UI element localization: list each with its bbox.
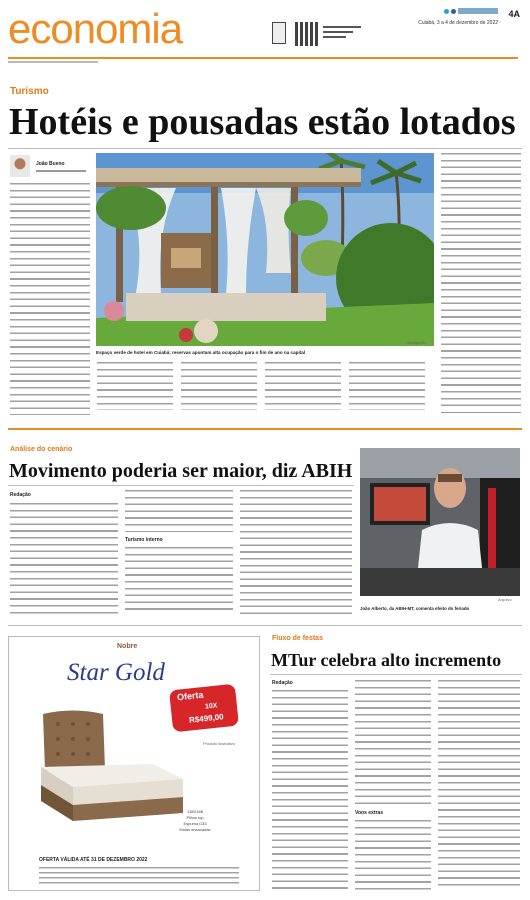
story3-subhead: Voos extras [355, 810, 383, 816]
qr-code-icon[interactable] [295, 22, 319, 46]
story3-column-3 [438, 680, 520, 890]
story2-column-3 [240, 490, 352, 615]
ad-spec-line: Molas ensacadas [179, 827, 211, 832]
ad-spec-line: 138X188 [186, 809, 203, 814]
story1-column-1 [10, 183, 90, 415]
header-rule [8, 57, 518, 59]
ad-badge-terms: 10X [204, 702, 218, 711]
story2-byline: Redação [10, 492, 31, 498]
page-number: 4A [508, 9, 520, 19]
social-icons [444, 9, 456, 14]
masthead-logo [458, 8, 498, 14]
ad-brand-logo: Nobre [117, 643, 138, 650]
story1-byline: João Bueno [36, 161, 65, 167]
story3-kicker: Fluxo de festas [272, 635, 323, 642]
story3-headline[interactable]: MTur celebra alto incremento [271, 650, 502, 670]
story1-kicker: Turismo [10, 86, 49, 97]
interview-photo [360, 448, 520, 596]
mattress-ad[interactable] [8, 636, 260, 891]
story2-subhead: Turismo interno [125, 537, 163, 543]
story1-column-3 [181, 362, 257, 410]
issue-date: Cuiabá, 3 a 4 de dezembro de 2022 [418, 20, 498, 26]
twitter-icon[interactable] [444, 9, 449, 14]
story2-photo-caption: João Alberto, da ABIH-MT, comenta efeito do feriado [360, 606, 470, 611]
qr-text-block [323, 26, 361, 38]
story2-kicker: Análise do cenário [10, 446, 73, 453]
ad-badge-price: R$499,00 [188, 712, 225, 725]
story1-column-2 [97, 362, 173, 410]
footnote-rule [441, 412, 521, 413]
story1-column-4 [265, 362, 341, 410]
story3-column-2 [355, 680, 431, 805]
ad-spec-line: Espuma D33 [183, 821, 207, 826]
section-title: economia [8, 5, 183, 52]
government-seal-icon [272, 22, 286, 44]
header-meta-line [8, 61, 98, 63]
ad-contact-lines [39, 867, 239, 885]
story1-column-5 [349, 362, 425, 410]
divider [8, 428, 522, 430]
byline-rule [36, 170, 86, 172]
ad-spec-line: Pillow top [186, 815, 204, 820]
story2-column-2 [125, 490, 233, 532]
story1-headline[interactable]: Hotéis e pousadas estão lotados [9, 101, 516, 143]
interview-illustration [360, 448, 520, 596]
ad-badge-title: Oferta [176, 689, 204, 703]
divider [8, 485, 354, 486]
divider [8, 148, 522, 149]
ad-offer-valid: OFERTA VÁLIDA ATÉ 31 DE DEZEMBRO 2022 [39, 857, 148, 863]
story2-photo-credit: Arquivo [498, 597, 512, 602]
story2-column-1 [10, 503, 118, 615]
story1-column-6 [441, 153, 521, 408]
story2-headline[interactable]: Movimento poderia ser maior, diz ABIH [9, 460, 353, 482]
story2-column-2b [125, 547, 233, 615]
facebook-icon[interactable] [451, 9, 456, 14]
divider [8, 625, 522, 626]
ad-specs [145, 809, 245, 833]
story1-photo-caption: Espaço verde de hotel em Cuiabá; reservas apontam alta ocupação para o fim de ano na capital [96, 350, 306, 355]
hotel-garden-photo [96, 153, 434, 346]
story3-column-1 [272, 690, 348, 890]
divider [270, 674, 522, 675]
author-photo [10, 155, 30, 177]
story1-photo-credit: Divulgação [406, 340, 426, 345]
hotel-garden-illustration [96, 153, 434, 346]
ad-footnote: Produto ilustrativo [203, 741, 236, 746]
story3-byline: Redação [272, 680, 293, 686]
story3-column-2b [355, 820, 431, 890]
ad-product-name: Star Gold [67, 659, 165, 686]
